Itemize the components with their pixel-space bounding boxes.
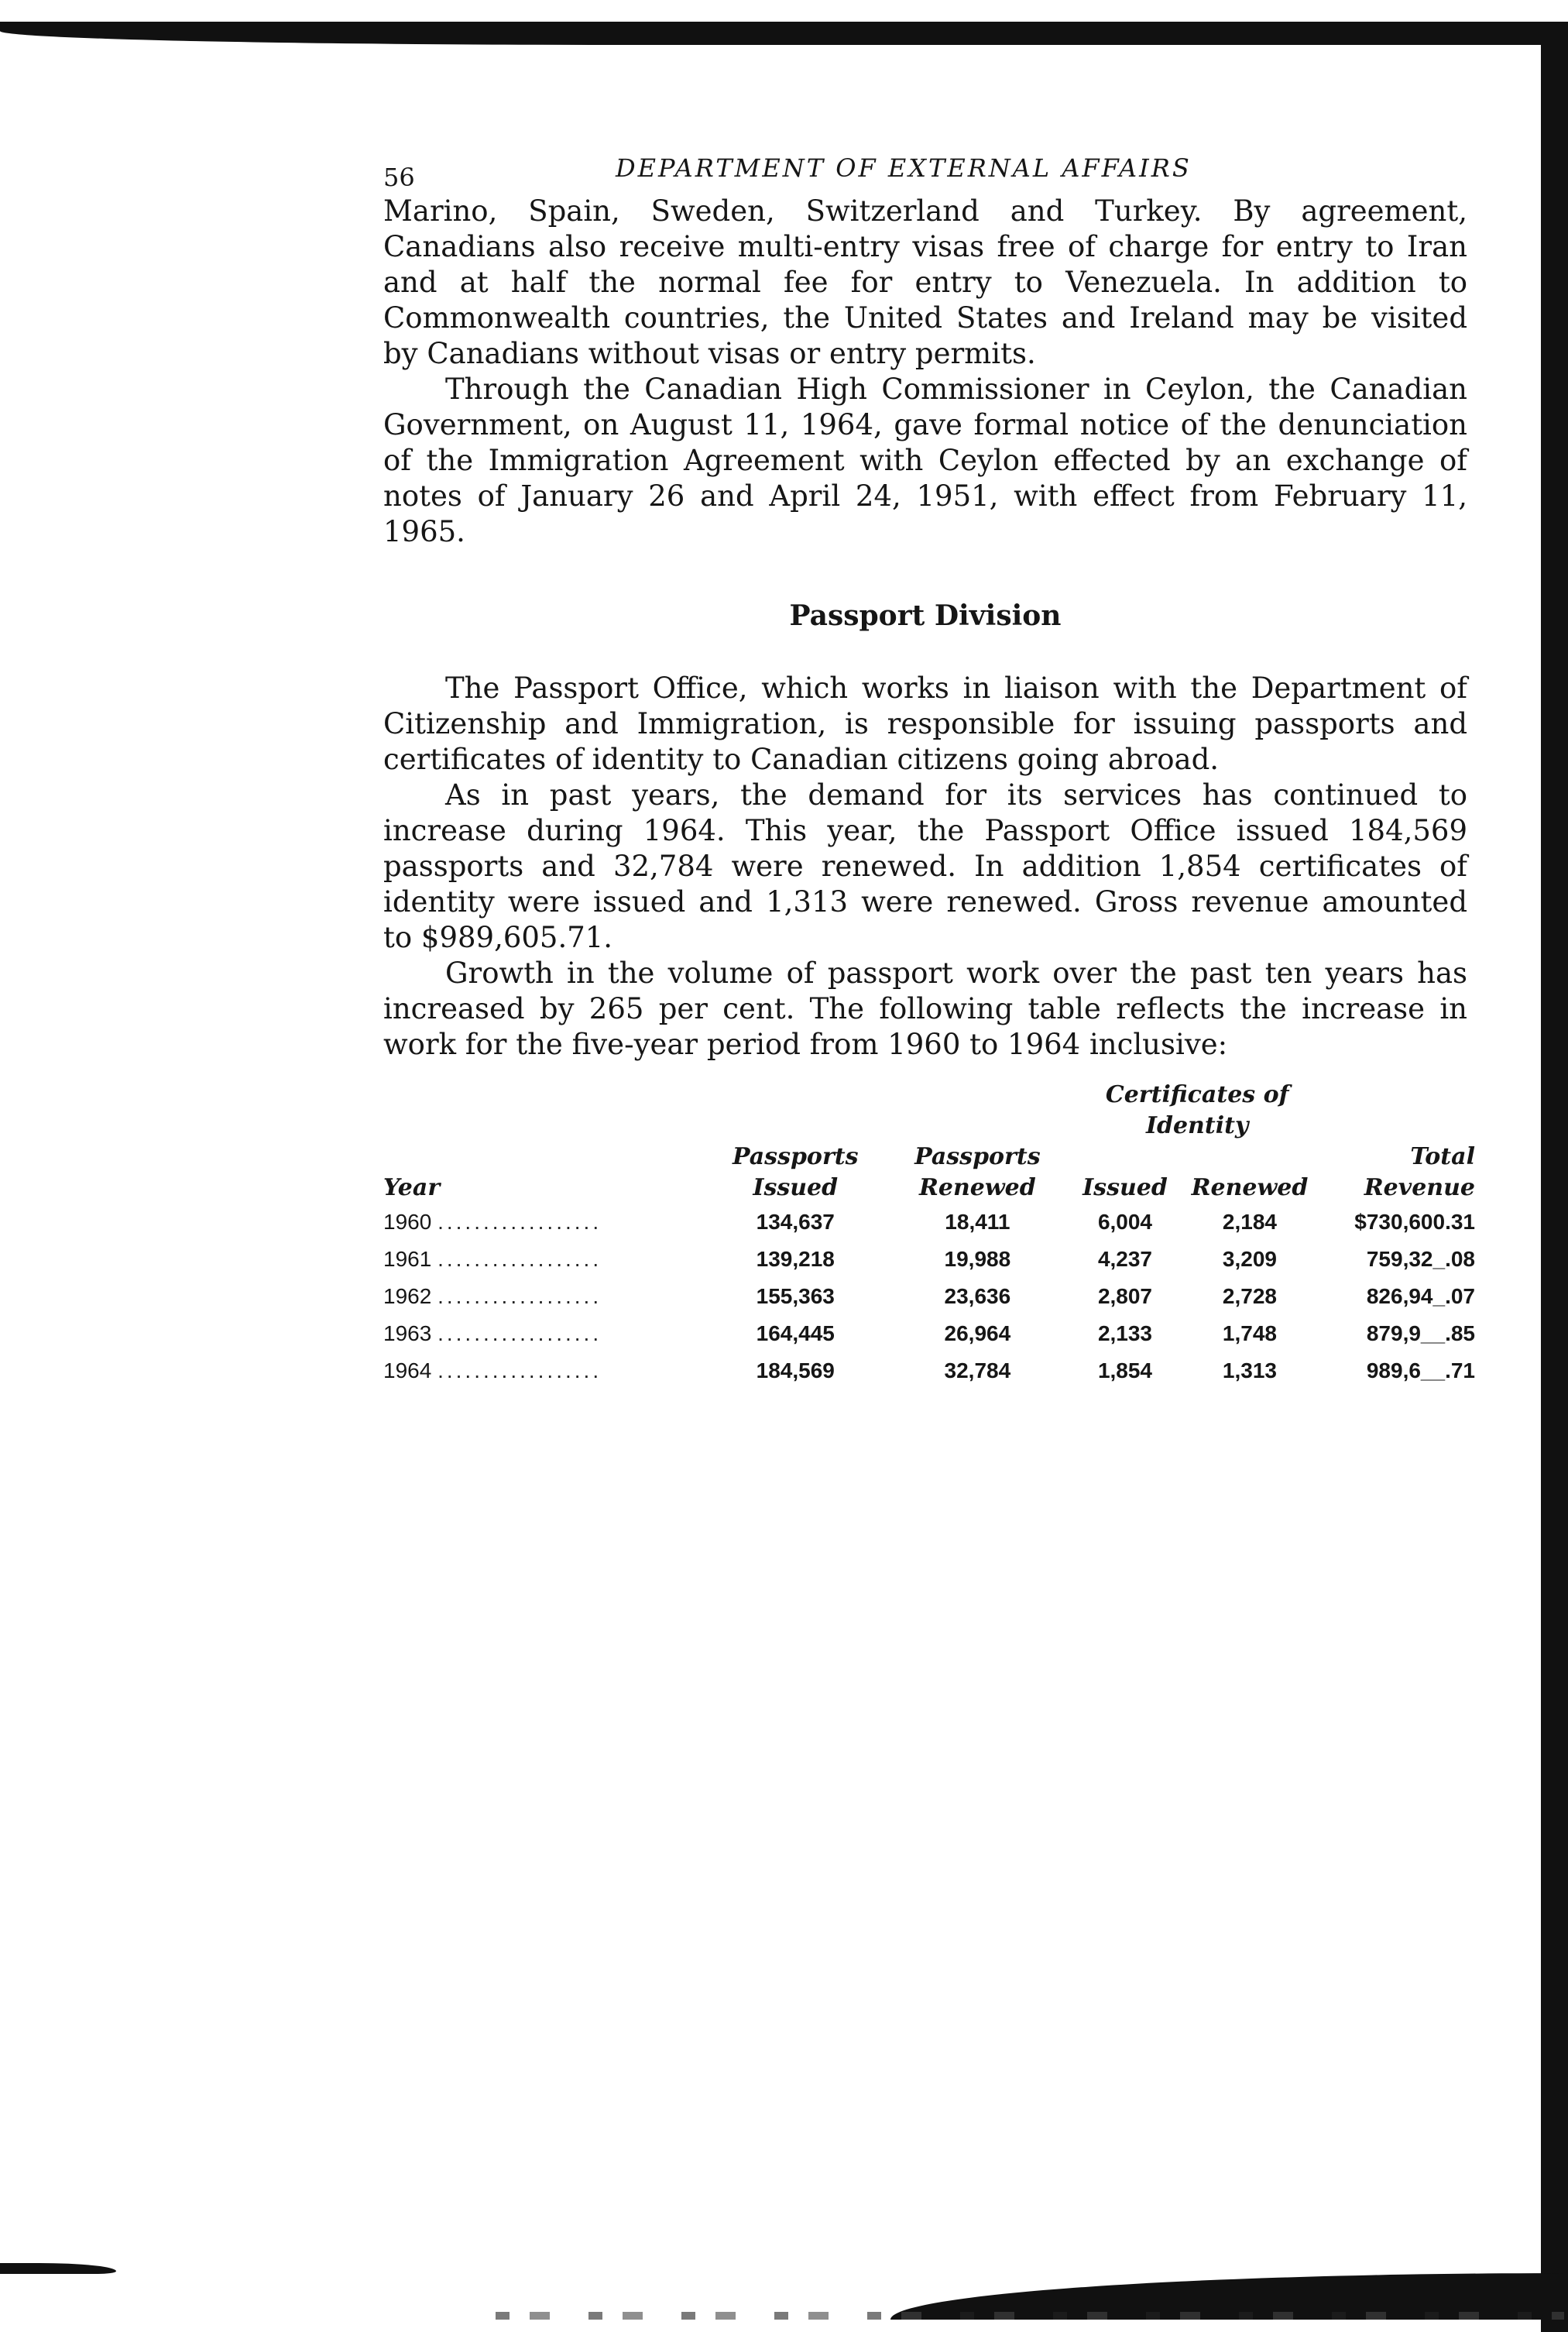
scan-corner-mark	[0, 2263, 116, 2274]
cell-total-revenue: 826,94_.07	[1366, 1284, 1475, 1308]
cell-cert-renewed: 3,209	[1222, 1247, 1277, 1271]
header-passports-renewed: Passports Renewed	[914, 1143, 1041, 1201]
group-header-certificates: Certificates of Identity	[1105, 1081, 1289, 1139]
dot-leader: ..................	[437, 1210, 602, 1234]
dot-leader: ..................	[437, 1284, 602, 1308]
running-head	[383, 147, 1467, 194]
header-year: Year	[383, 1174, 441, 1201]
table-row	[383, 1315, 1475, 1352]
cell-passports-renewed: 19,988	[944, 1247, 1011, 1271]
cell-passports-issued: 155,363	[756, 1284, 835, 1308]
scan-frame-top	[0, 22, 1568, 45]
cell-cert-issued: 2,807	[1097, 1284, 1153, 1308]
header-cert-issued: Issued	[1083, 1174, 1168, 1201]
table-row	[383, 1204, 1475, 1241]
cell-year: 1960	[383, 1210, 432, 1234]
table-group-header-row	[383, 1080, 1475, 1142]
paragraph-visas: Marino, Spain, Sweden, Switzerland and Turkey. By agreement, Canadians also receive multi-entry visas free of charge for entry to Iran and at half the normal fee for entry to Venezuela. In addition to Commonwealth countries, the United States and Ireland may be visited by Canadians without visas or entry permits.	[383, 194, 1467, 370]
cell-year: 1963	[383, 1321, 432, 1345]
cell-total-revenue: 879,9__.85	[1366, 1321, 1475, 1345]
section-heading-passport-division: Passport Division	[789, 599, 1062, 632]
cell-passports-renewed: 18,411	[945, 1210, 1010, 1234]
paragraph-passport-office: The Passport Office, which works in liaison with the Department of Citizenship and Immigration, is responsible for issuing passports and certificates of identity to Canadian citizens going abroad.	[383, 671, 1467, 776]
table-row	[383, 1278, 1475, 1315]
cell-passports-renewed: 23,636	[944, 1284, 1011, 1308]
scan-frame-right	[1541, 22, 1568, 2332]
dot-leader: ..................	[437, 1321, 602, 1345]
cell-passports-issued: 164,445	[756, 1321, 835, 1345]
running-title: DEPARTMENT OF EXTERNAL AFFAIRS	[616, 153, 1192, 183]
paragraph-growth: Growth in the volume of passport work over the past ten years has increased by 265 per cent. The following table reflects the increase in work for the five-year period from 1960 to 1964 inclusive:	[383, 956, 1467, 1061]
cell-cert-renewed: 1,313	[1222, 1358, 1277, 1382]
cell-year: 1964	[383, 1358, 432, 1382]
table-header-row	[383, 1142, 1475, 1204]
cell-year: 1961	[383, 1247, 432, 1271]
cell-year: 1962	[383, 1284, 432, 1308]
table-row	[383, 1352, 1475, 1389]
cell-cert-issued: 4,237	[1097, 1247, 1153, 1271]
header-cert-renewed: Renewed	[1191, 1174, 1309, 1201]
table-row	[383, 1241, 1475, 1278]
cell-passports-renewed: 26,964	[944, 1321, 1011, 1345]
cell-cert-renewed: 1,748	[1222, 1321, 1277, 1345]
cell-passports-issued: 184,569	[756, 1358, 835, 1382]
dot-leader: ..................	[437, 1247, 602, 1271]
cell-total-revenue: 989,6__.71	[1366, 1358, 1475, 1382]
cell-cert-renewed: 2,184	[1222, 1210, 1277, 1234]
paragraph-demand: As in past years, the demand for its services has continued to increase during 1964. This year, the Passport Office issued 184,569 passports and 32,784 were renewed. In addition 1,854 certificates of identity were issued and 1,313 were renewed. Gross revenue amounted to $989,605.71.	[383, 778, 1467, 954]
header-total-revenue: Total Revenue	[1364, 1143, 1475, 1201]
cell-passports-issued: 134,637	[756, 1210, 835, 1234]
dot-leader: ..................	[437, 1358, 602, 1382]
cell-passports-renewed: 32,784	[944, 1358, 1011, 1382]
cell-cert-renewed: 2,728	[1222, 1284, 1277, 1308]
document-page	[383, 147, 1475, 1389]
page-number: 56	[383, 163, 415, 192]
header-passports-issued: Passports Issued	[732, 1143, 859, 1201]
cell-passports-issued: 139,218	[756, 1247, 835, 1271]
cell-cert-issued: 6,004	[1097, 1210, 1153, 1234]
cell-total-revenue: $730,600.31	[1354, 1210, 1475, 1234]
scan-bottom-streaks	[496, 2312, 1564, 2320]
paragraph-ceylon: Through the Canadian High Commissioner in Ceylon, the Canadian Government, on August 11, 1964, gave formal notice of the denunciation of the Immigration Agreement with Ceylon effected by an exchange of notes of January 26 and April 24, 1951, with effect from February 11, 1965.	[383, 373, 1467, 548]
passport-statistics-table	[383, 1080, 1475, 1389]
cell-total-revenue: 759,32_.08	[1366, 1247, 1475, 1271]
cell-cert-issued: 2,133	[1097, 1321, 1153, 1345]
cell-cert-issued: 1,854	[1097, 1358, 1153, 1382]
